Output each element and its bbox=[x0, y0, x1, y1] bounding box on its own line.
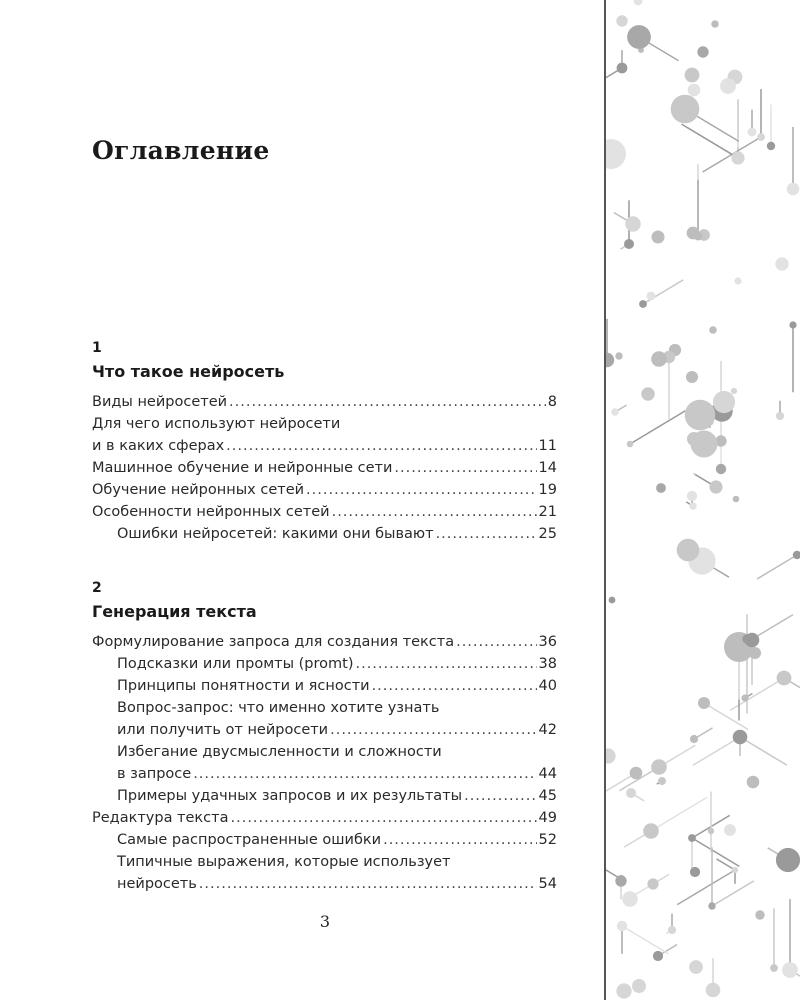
network-node bbox=[606, 748, 616, 763]
entry-label: Подсказки или промты (promt) bbox=[117, 656, 354, 672]
entry-page: 54 bbox=[538, 876, 557, 892]
network-node bbox=[630, 767, 643, 780]
network-node bbox=[617, 921, 627, 931]
entry-page: 19 bbox=[538, 482, 557, 498]
entry-page: 42 bbox=[538, 722, 557, 738]
entry-page: 45 bbox=[538, 788, 557, 804]
toc-entry[interactable] bbox=[117, 829, 557, 851]
dot-leader bbox=[193, 763, 536, 785]
network-line bbox=[651, 797, 707, 831]
toc-entry[interactable] bbox=[92, 807, 557, 829]
network-line bbox=[622, 926, 668, 954]
network-node bbox=[651, 351, 667, 367]
network-node bbox=[755, 910, 764, 919]
network-node bbox=[713, 391, 735, 413]
entry-page: 11 bbox=[538, 438, 557, 454]
network-node bbox=[606, 139, 626, 169]
entry-label: Обучение нейронных сетей bbox=[92, 482, 305, 498]
entry-page: 25 bbox=[538, 526, 557, 542]
toc-entry[interactable] bbox=[117, 785, 557, 807]
network-line bbox=[677, 870, 735, 905]
network-pattern-graphic bbox=[606, 0, 800, 1000]
network-node bbox=[643, 823, 659, 839]
network-node bbox=[616, 983, 631, 998]
network-node bbox=[688, 834, 696, 842]
entry-label: Машинное обучение и нейронные сети bbox=[92, 460, 393, 476]
entry-label: Ошибки нейросетей: какими они бывают bbox=[117, 526, 434, 542]
entry-label: Вопрос-запрос: что именно хотите узнать bbox=[117, 700, 440, 716]
chapter-title: Генерация текста bbox=[92, 602, 257, 621]
network-node bbox=[652, 231, 665, 244]
entry-label: Избегание двусмысленности и сложности bbox=[117, 744, 442, 760]
network-node bbox=[697, 46, 708, 57]
toc-entry[interactable] bbox=[117, 741, 557, 763]
toc-entry[interactable] bbox=[117, 763, 557, 785]
network-node bbox=[687, 491, 697, 501]
network-line bbox=[704, 703, 748, 729]
entry-label: или получить от нейросети bbox=[117, 722, 329, 738]
network-pattern-icon bbox=[604, 0, 800, 1000]
entry-page: 8 bbox=[547, 394, 557, 410]
entry-page: 52 bbox=[538, 832, 557, 848]
network-node bbox=[720, 78, 736, 94]
network-node bbox=[622, 891, 638, 907]
network-node bbox=[709, 326, 717, 334]
dot-leader bbox=[199, 873, 537, 895]
page-title: Оглавление bbox=[92, 136, 270, 165]
network-node bbox=[691, 431, 718, 458]
network-node bbox=[627, 441, 634, 448]
toc-entry[interactable] bbox=[92, 435, 557, 457]
toc-entry[interactable] bbox=[117, 873, 557, 895]
network-node bbox=[770, 964, 778, 972]
network-node bbox=[775, 257, 788, 270]
network-node bbox=[627, 25, 651, 49]
network-line bbox=[757, 555, 797, 579]
network-node bbox=[688, 84, 701, 97]
network-node bbox=[777, 671, 792, 686]
toc-entry[interactable] bbox=[92, 501, 557, 523]
dot-leader bbox=[383, 829, 536, 851]
network-node bbox=[690, 735, 698, 743]
network-node bbox=[677, 539, 700, 562]
chapter-title: Что такое нейросеть bbox=[92, 362, 285, 381]
network-node bbox=[757, 133, 765, 141]
network-node bbox=[782, 962, 798, 978]
network-node bbox=[668, 926, 676, 934]
entry-page: 21 bbox=[538, 504, 557, 520]
entry-label: Для чего используют нейросети bbox=[92, 416, 341, 432]
dot-leader bbox=[306, 479, 537, 501]
toc-entry[interactable] bbox=[92, 479, 557, 501]
network-node bbox=[694, 232, 703, 241]
entry-label: Самые распространенные ошибки bbox=[117, 832, 382, 848]
network-node bbox=[626, 788, 636, 798]
toc-entry[interactable] bbox=[117, 675, 557, 697]
page-number: 3 bbox=[319, 912, 331, 931]
network-node bbox=[632, 979, 646, 993]
entry-page: 40 bbox=[538, 678, 557, 694]
dot-leader bbox=[355, 653, 536, 675]
network-node bbox=[615, 875, 626, 886]
toc-entry[interactable] bbox=[92, 457, 557, 479]
entry-label: Формулирование запроса для создания текста bbox=[92, 634, 455, 650]
network-node bbox=[686, 371, 698, 383]
network-node bbox=[647, 878, 658, 889]
dot-leader bbox=[330, 719, 536, 741]
network-node bbox=[689, 960, 703, 974]
network-node bbox=[689, 502, 696, 509]
network-node bbox=[776, 412, 784, 420]
network-line bbox=[740, 737, 787, 765]
network-node bbox=[709, 480, 722, 493]
dot-leader bbox=[436, 523, 537, 545]
dot-leader bbox=[229, 391, 546, 413]
toc-entry[interactable] bbox=[117, 851, 557, 873]
dot-leader bbox=[456, 631, 536, 653]
network-node bbox=[685, 68, 700, 83]
entry-label: Особенности нейронных сетей bbox=[92, 504, 330, 520]
entry-label: и в каких сферах bbox=[92, 438, 225, 454]
entry-label: в запросе bbox=[117, 766, 192, 782]
entry-page: 36 bbox=[538, 634, 557, 650]
network-node bbox=[639, 300, 647, 308]
network-node bbox=[734, 277, 741, 284]
network-node bbox=[616, 15, 627, 26]
network-node bbox=[731, 388, 737, 394]
network-node bbox=[671, 95, 700, 124]
dot-leader bbox=[464, 785, 536, 807]
network-node bbox=[615, 352, 622, 359]
entry-label: Типичные выражения, которые использует bbox=[117, 854, 451, 870]
dot-leader bbox=[372, 675, 537, 697]
network-node bbox=[742, 634, 751, 643]
network-node bbox=[690, 867, 700, 877]
entry-page: 49 bbox=[538, 810, 557, 826]
network-node bbox=[651, 759, 667, 775]
network-line bbox=[692, 838, 739, 866]
network-line bbox=[716, 859, 735, 870]
network-node bbox=[793, 551, 800, 559]
dot-leader bbox=[332, 501, 537, 523]
network-node bbox=[609, 597, 616, 604]
entry-label: нейросеть bbox=[117, 876, 197, 892]
entry-label: Виды нейросетей bbox=[92, 394, 228, 410]
entry-page: 44 bbox=[538, 766, 557, 782]
network-node bbox=[711, 20, 719, 28]
network-node bbox=[634, 0, 643, 5]
toc-entry[interactable] bbox=[117, 523, 557, 545]
network-node bbox=[716, 464, 726, 474]
network-node bbox=[789, 321, 796, 328]
network-node bbox=[653, 951, 663, 961]
network-node bbox=[624, 239, 634, 249]
entry-page: 38 bbox=[538, 656, 557, 672]
dot-leader bbox=[394, 457, 536, 479]
network-line bbox=[643, 280, 683, 304]
chapter-number: 1 bbox=[92, 340, 102, 356]
network-node bbox=[732, 867, 738, 873]
toc-entry[interactable] bbox=[117, 653, 557, 675]
network-line bbox=[682, 124, 738, 158]
toc-entry[interactable] bbox=[92, 631, 557, 653]
network-node bbox=[748, 128, 757, 137]
network-node bbox=[606, 353, 614, 367]
toc-entry[interactable] bbox=[92, 391, 557, 413]
network-node bbox=[647, 292, 656, 301]
entry-label: Принципы понятности и ясности bbox=[117, 678, 370, 694]
network-node bbox=[656, 483, 666, 493]
network-node bbox=[776, 848, 800, 872]
toc-entry[interactable] bbox=[117, 697, 557, 719]
toc-entry[interactable] bbox=[117, 719, 557, 741]
toc-entry[interactable] bbox=[92, 413, 557, 435]
network-node bbox=[685, 400, 716, 431]
network-node bbox=[658, 777, 666, 785]
network-node bbox=[731, 151, 744, 164]
dot-leader bbox=[231, 807, 537, 829]
dot-leader bbox=[226, 435, 536, 457]
network-node bbox=[708, 828, 714, 834]
entry-page: 14 bbox=[538, 460, 557, 476]
network-line bbox=[693, 737, 740, 765]
network-node bbox=[641, 387, 654, 400]
network-node bbox=[747, 776, 760, 789]
network-node bbox=[767, 142, 775, 150]
network-node bbox=[733, 496, 740, 503]
network-node bbox=[698, 697, 710, 709]
network-line bbox=[630, 411, 685, 444]
network-node bbox=[706, 418, 713, 425]
network-node bbox=[708, 902, 715, 909]
chapter-number: 2 bbox=[92, 580, 102, 596]
network-node bbox=[724, 824, 736, 836]
entry-label: Примеры удачных запросов и их результаты bbox=[117, 788, 463, 804]
entry-label: Редактура текста bbox=[92, 810, 229, 826]
network-node bbox=[611, 408, 618, 415]
network-node bbox=[706, 983, 721, 998]
network-node bbox=[617, 63, 628, 74]
network-node bbox=[787, 183, 800, 196]
network-node bbox=[733, 730, 748, 745]
network-node bbox=[625, 216, 640, 231]
network-line bbox=[606, 0, 638, 1]
network-node bbox=[741, 694, 748, 701]
network-line bbox=[712, 881, 754, 906]
